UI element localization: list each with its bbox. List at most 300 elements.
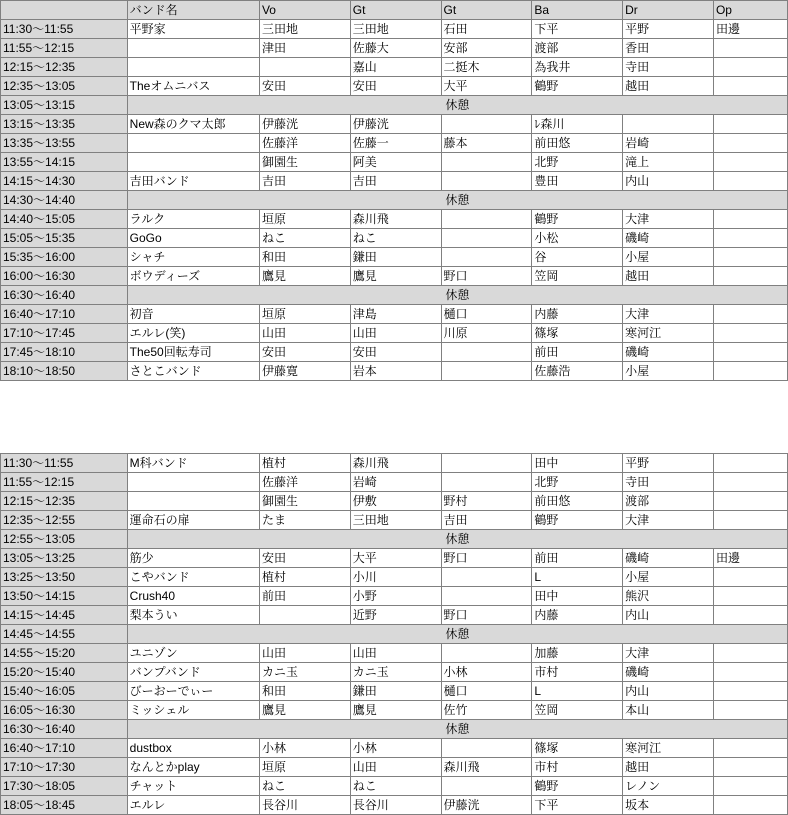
band-name-cell[interactable]: M科バンド <box>127 454 259 473</box>
operator-cell[interactable] <box>713 701 787 720</box>
guitar1-cell[interactable]: 山田 <box>350 758 441 777</box>
drums-cell[interactable]: 越田 <box>623 267 714 286</box>
guitar1-cell[interactable]: 佐藤一 <box>350 134 441 153</box>
bass-cell[interactable]: 下平 <box>532 796 623 815</box>
operator-cell[interactable] <box>713 777 787 796</box>
time-cell[interactable]: 16:40〜17:10 <box>1 739 128 758</box>
bass-cell[interactable]: L <box>532 568 623 587</box>
drums-cell[interactable]: 寺田 <box>623 58 714 77</box>
bass-cell[interactable]: 篠塚 <box>532 739 623 758</box>
drums-cell[interactable]: 平野 <box>623 454 714 473</box>
operator-cell[interactable] <box>713 210 787 229</box>
time-cell[interactable]: 16:40〜17:10 <box>1 305 128 324</box>
bass-cell[interactable]: 下平 <box>532 20 623 39</box>
table-row <box>1 134 788 153</box>
band-name-cell[interactable]: さとこバンド <box>127 362 259 381</box>
guitar1-cell[interactable]: 岩崎 <box>350 473 441 492</box>
guitar2-cell[interactable] <box>441 172 532 191</box>
guitar2-cell[interactable] <box>441 568 532 587</box>
table-row <box>1 343 788 362</box>
time-cell[interactable]: 17:45〜18:10 <box>1 343 128 362</box>
guitar1-cell[interactable]: 近野 <box>350 606 441 625</box>
guitar2-cell[interactable]: 二挺木 <box>441 58 532 77</box>
guitar1-cell[interactable]: 吉田 <box>350 172 441 191</box>
band-name-cell[interactable] <box>127 153 259 172</box>
blank-cell <box>127 435 259 453</box>
time-cell[interactable]: 15:40〜16:05 <box>1 682 128 701</box>
guitar2-cell[interactable]: 川原 <box>441 324 532 343</box>
operator-cell[interactable] <box>713 248 787 267</box>
time-cell[interactable]: 13:05〜13:25 <box>1 549 128 568</box>
time-cell[interactable]: 17:30〜18:05 <box>1 777 128 796</box>
vocal-cell[interactable]: 山田 <box>259 324 350 343</box>
vocal-cell[interactable] <box>259 58 350 77</box>
guitar1-cell[interactable]: 嘉山 <box>350 58 441 77</box>
drums-cell[interactable]: 磯崎 <box>623 663 714 682</box>
guitar2-cell[interactable]: 野口 <box>441 267 532 286</box>
guitar1-cell[interactable]: 小川 <box>350 568 441 587</box>
column-header-7[interactable]: Op <box>713 1 787 20</box>
time-cell[interactable]: 13:35〜13:55 <box>1 134 128 153</box>
guitar2-cell[interactable] <box>441 777 532 796</box>
guitar1-cell[interactable]: 鎌田 <box>350 682 441 701</box>
vocal-cell[interactable] <box>259 606 350 625</box>
break-label-cell[interactable]: 休憩 <box>127 530 787 549</box>
table-row <box>1 663 788 682</box>
break-label-cell[interactable]: 休憩 <box>127 720 787 739</box>
operator-cell[interactable] <box>713 663 787 682</box>
operator-cell[interactable] <box>713 739 787 758</box>
guitar1-cell[interactable]: 伊敷 <box>350 492 441 511</box>
bass-cell[interactable]: 北野 <box>532 153 623 172</box>
time-cell[interactable]: 12:15〜12:35 <box>1 58 128 77</box>
band-name-cell[interactable] <box>127 134 259 153</box>
band-name-cell[interactable] <box>127 473 259 492</box>
drums-cell[interactable]: 内山 <box>623 682 714 701</box>
table-row <box>1 172 788 191</box>
table-row <box>1 324 788 343</box>
guitar1-cell[interactable]: 佐藤大 <box>350 39 441 58</box>
guitar2-cell[interactable]: 石田 <box>441 20 532 39</box>
operator-cell[interactable] <box>713 324 787 343</box>
vocal-cell[interactable]: ねこ <box>259 229 350 248</box>
guitar1-cell[interactable]: 三田地 <box>350 20 441 39</box>
band-name-cell[interactable]: Crush40 <box>127 587 259 606</box>
band-name-cell[interactable] <box>127 39 259 58</box>
table-row <box>1 549 788 568</box>
guitar1-cell[interactable]: 安田 <box>350 343 441 362</box>
drums-cell[interactable]: 小屋 <box>623 568 714 587</box>
drums-cell[interactable]: 小屋 <box>623 362 714 381</box>
guitar2-cell[interactable] <box>441 153 532 172</box>
break-label-cell[interactable]: 休憩 <box>127 286 787 305</box>
column-header-0[interactable] <box>1 1 128 20</box>
guitar2-cell[interactable]: 小林 <box>441 663 532 682</box>
band-name-cell[interactable]: 運命石の扉 <box>127 511 259 530</box>
operator-cell[interactable] <box>713 115 787 134</box>
band-name-cell[interactable]: The50回転寿司 <box>127 343 259 362</box>
column-header-3[interactable]: Gt <box>350 1 441 20</box>
bass-cell[interactable]: 鶴野 <box>532 210 623 229</box>
vocal-cell[interactable]: 和田 <box>259 248 350 267</box>
band-name-cell[interactable]: エルレ(笑) <box>127 324 259 343</box>
vocal-cell[interactable]: 鷹見 <box>259 701 350 720</box>
operator-cell[interactable] <box>713 267 787 286</box>
column-header-5[interactable]: Ba <box>532 1 623 20</box>
guitar2-cell[interactable] <box>441 343 532 362</box>
drums-cell[interactable]: 本山 <box>623 701 714 720</box>
operator-cell[interactable] <box>713 77 787 96</box>
guitar2-cell[interactable] <box>441 473 532 492</box>
vocal-cell[interactable]: 植村 <box>259 568 350 587</box>
guitar1-cell[interactable]: 三田地 <box>350 511 441 530</box>
guitar2-cell[interactable]: 野口 <box>441 549 532 568</box>
operator-cell[interactable]: 田邊 <box>713 549 787 568</box>
column-header-6[interactable]: Dr <box>623 1 714 20</box>
band-name-cell[interactable]: 吉田バンド <box>127 172 259 191</box>
band-name-cell[interactable]: ボウディーズ <box>127 267 259 286</box>
vocal-cell[interactable]: 三田地 <box>259 20 350 39</box>
bass-cell[interactable]: L <box>532 682 623 701</box>
band-name-cell[interactable]: dustbox <box>127 739 259 758</box>
time-cell[interactable]: 11:55〜12:15 <box>1 39 128 58</box>
time-cell[interactable]: 18:10〜18:50 <box>1 362 128 381</box>
bass-cell[interactable]: 鶴野 <box>532 511 623 530</box>
guitar2-cell[interactable]: 野村 <box>441 492 532 511</box>
guitar2-cell[interactable]: 大平 <box>441 77 532 96</box>
guitar2-cell[interactable]: 安部 <box>441 39 532 58</box>
time-cell[interactable]: 16:00〜16:30 <box>1 267 128 286</box>
bass-cell[interactable]: 小松 <box>532 229 623 248</box>
bass-cell[interactable]: 田中 <box>532 454 623 473</box>
guitar1-cell[interactable]: 長谷川 <box>350 796 441 815</box>
operator-cell[interactable] <box>713 606 787 625</box>
table-row <box>1 248 788 267</box>
time-cell[interactable]: 11:55〜12:15 <box>1 473 128 492</box>
time-cell[interactable]: 16:30〜16:40 <box>1 720 128 739</box>
guitar2-cell[interactable]: 吉田 <box>441 511 532 530</box>
operator-cell[interactable] <box>713 454 787 473</box>
column-header-2[interactable]: Vo <box>259 1 350 20</box>
vocal-cell[interactable]: 伊藤洸 <box>259 115 350 134</box>
bass-cell[interactable]: 市村 <box>532 758 623 777</box>
time-cell[interactable]: 18:05〜18:45 <box>1 796 128 815</box>
time-cell[interactable]: 17:10〜17:30 <box>1 758 128 777</box>
operator-cell[interactable] <box>713 473 787 492</box>
drums-cell[interactable]: 越田 <box>623 77 714 96</box>
band-name-cell[interactable]: シャチ <box>127 248 259 267</box>
guitar1-cell[interactable]: 津島 <box>350 305 441 324</box>
time-cell[interactable]: 14:15〜14:45 <box>1 606 128 625</box>
column-header-1[interactable]: バンド名 <box>127 1 259 20</box>
time-cell[interactable]: 11:30〜11:55 <box>1 20 128 39</box>
vocal-cell[interactable]: 垣原 <box>259 210 350 229</box>
operator-cell[interactable] <box>713 587 787 606</box>
vocal-cell[interactable]: 長谷川 <box>259 796 350 815</box>
time-cell[interactable]: 13:25〜13:50 <box>1 568 128 587</box>
guitar2-cell[interactable]: 佐竹 <box>441 701 532 720</box>
band-name-cell[interactable]: ミッシェル <box>127 701 259 720</box>
bass-cell[interactable]: 加藤 <box>532 644 623 663</box>
vocal-cell[interactable]: 御園生 <box>259 153 350 172</box>
guitar1-cell[interactable]: 山田 <box>350 324 441 343</box>
bass-cell[interactable]: 篠塚 <box>532 324 623 343</box>
operator-cell[interactable] <box>713 153 787 172</box>
table-header-row <box>1 1 788 20</box>
guitar1-cell[interactable]: カニ玉 <box>350 663 441 682</box>
drums-cell[interactable]: 岩崎 <box>623 134 714 153</box>
bass-cell[interactable]: 笠岡 <box>532 701 623 720</box>
vocal-cell[interactable]: たま <box>259 511 350 530</box>
operator-cell[interactable] <box>713 492 787 511</box>
drums-cell[interactable]: 寒河江 <box>623 739 714 758</box>
break-label-cell[interactable]: 休憩 <box>127 625 787 644</box>
drums-cell[interactable]: 越田 <box>623 758 714 777</box>
vocal-cell[interactable]: 御園生 <box>259 492 350 511</box>
band-name-cell[interactable]: 筋少 <box>127 549 259 568</box>
operator-cell[interactable] <box>713 172 787 191</box>
band-name-cell[interactable]: チャット <box>127 777 259 796</box>
operator-cell[interactable]: 田邊 <box>713 20 787 39</box>
time-cell[interactable]: 12:35〜13:05 <box>1 77 128 96</box>
vocal-cell[interactable]: 和田 <box>259 682 350 701</box>
drums-cell[interactable]: 内山 <box>623 606 714 625</box>
column-header-4[interactable]: Gt <box>441 1 532 20</box>
drums-cell[interactable]: 磯崎 <box>623 549 714 568</box>
guitar2-cell[interactable]: 樋口 <box>441 305 532 324</box>
table-row <box>1 20 788 39</box>
drums-cell[interactable]: 大津 <box>623 644 714 663</box>
bass-cell[interactable]: 北野 <box>532 473 623 492</box>
band-name-cell[interactable]: びーおーでぃー <box>127 682 259 701</box>
time-cell[interactable]: 17:10〜17:45 <box>1 324 128 343</box>
operator-cell[interactable] <box>713 511 787 530</box>
guitar2-cell[interactable]: 樋口 <box>441 682 532 701</box>
time-cell[interactable]: 15:35〜16:00 <box>1 248 128 267</box>
guitar1-cell[interactable]: 鷹見 <box>350 267 441 286</box>
band-name-cell[interactable]: ラルク <box>127 210 259 229</box>
operator-cell[interactable] <box>713 644 787 663</box>
bass-cell[interactable]: 田中 <box>532 587 623 606</box>
guitar1-cell[interactable]: 森川飛 <box>350 454 441 473</box>
vocal-cell[interactable]: 安田 <box>259 343 350 362</box>
vocal-cell[interactable]: 吉田 <box>259 172 350 191</box>
blank-cell <box>259 381 350 399</box>
drums-cell[interactable]: 磯崎 <box>623 343 714 362</box>
time-cell[interactable]: 13:50〜14:15 <box>1 587 128 606</box>
guitar2-cell[interactable] <box>441 644 532 663</box>
bass-cell[interactable]: 佐藤浩 <box>532 362 623 381</box>
bass-cell[interactable]: 前田 <box>532 549 623 568</box>
guitar2-cell[interactable]: 伊藤洸 <box>441 796 532 815</box>
vocal-cell[interactable]: 津田 <box>259 39 350 58</box>
break-label-cell[interactable]: 休憩 <box>127 96 787 115</box>
guitar1-cell[interactable]: 伊藤洸 <box>350 115 441 134</box>
time-cell[interactable]: 14:15〜14:30 <box>1 172 128 191</box>
guitar1-cell[interactable]: 岩本 <box>350 362 441 381</box>
guitar2-cell[interactable]: 野口 <box>441 606 532 625</box>
drums-cell[interactable]: 寺田 <box>623 473 714 492</box>
vocal-cell[interactable]: 佐藤洋 <box>259 134 350 153</box>
operator-cell[interactable] <box>713 229 787 248</box>
time-cell[interactable]: 12:55〜13:05 <box>1 530 128 549</box>
drums-cell[interactable]: 滝上 <box>623 153 714 172</box>
vocal-cell[interactable]: 垣原 <box>259 305 350 324</box>
drums-cell[interactable]: 大津 <box>623 305 714 324</box>
time-cell[interactable]: 13:55〜14:15 <box>1 153 128 172</box>
drums-cell[interactable]: 小屋 <box>623 248 714 267</box>
band-name-cell[interactable] <box>127 58 259 77</box>
drums-cell[interactable]: 熊沢 <box>623 587 714 606</box>
blank-cell <box>623 435 714 453</box>
vocal-cell[interactable]: 鷹見 <box>259 267 350 286</box>
guitar2-cell[interactable] <box>441 454 532 473</box>
break-row <box>1 625 788 644</box>
bass-cell[interactable]: 為我井 <box>532 58 623 77</box>
band-name-cell[interactable]: 平野家 <box>127 20 259 39</box>
break-label-cell[interactable]: 休憩 <box>127 191 787 210</box>
bass-cell[interactable]: ﾚ森川 <box>532 115 623 134</box>
vocal-cell[interactable]: 小林 <box>259 739 350 758</box>
drums-cell[interactable]: 磯崎 <box>623 229 714 248</box>
vocal-cell[interactable]: 植村 <box>259 454 350 473</box>
blank-cell <box>350 399 441 417</box>
bass-cell[interactable]: 鶴野 <box>532 77 623 96</box>
band-name-cell[interactable]: なんとかplay <box>127 758 259 777</box>
drums-cell[interactable]: 香田 <box>623 39 714 58</box>
bass-cell[interactable]: 内藤 <box>532 606 623 625</box>
operator-cell[interactable] <box>713 343 787 362</box>
guitar1-cell[interactable]: ねこ <box>350 229 441 248</box>
guitar2-cell[interactable] <box>441 587 532 606</box>
table-row <box>1 587 788 606</box>
table-row <box>1 473 788 492</box>
time-cell[interactable]: 11:30〜11:55 <box>1 454 128 473</box>
drums-cell[interactable]: レノン <box>623 777 714 796</box>
operator-cell[interactable] <box>713 39 787 58</box>
vocal-cell[interactable]: カニ玉 <box>259 663 350 682</box>
guitar1-cell[interactable]: 森川飛 <box>350 210 441 229</box>
guitar2-cell[interactable]: 藤本 <box>441 134 532 153</box>
vocal-cell[interactable]: 安田 <box>259 77 350 96</box>
time-cell[interactable]: 14:55〜15:20 <box>1 644 128 663</box>
bass-cell[interactable]: 前田悠 <box>532 492 623 511</box>
operator-cell[interactable] <box>713 362 787 381</box>
operator-cell[interactable] <box>713 305 787 324</box>
drums-cell[interactable]: 平野 <box>623 20 714 39</box>
table-row <box>1 682 788 701</box>
band-name-cell[interactable]: GoGo <box>127 229 259 248</box>
time-cell[interactable]: 15:20〜15:40 <box>1 663 128 682</box>
bass-cell[interactable]: 渡部 <box>532 39 623 58</box>
time-cell[interactable]: 13:15〜13:35 <box>1 115 128 134</box>
time-cell[interactable]: 16:05〜16:30 <box>1 701 128 720</box>
drums-cell[interactable]: 内山 <box>623 172 714 191</box>
operator-cell[interactable] <box>713 568 787 587</box>
guitar2-cell[interactable] <box>441 362 532 381</box>
guitar1-cell[interactable]: 大平 <box>350 549 441 568</box>
blank-cell <box>623 381 714 399</box>
band-name-cell[interactable]: 梨本うい <box>127 606 259 625</box>
bass-cell[interactable]: 豊田 <box>532 172 623 191</box>
schedule-table-one <box>0 0 788 381</box>
drums-cell[interactable]: 坂本 <box>623 796 714 815</box>
bass-cell[interactable]: 前田 <box>532 343 623 362</box>
operator-cell[interactable] <box>713 58 787 77</box>
time-cell[interactable]: 15:05〜15:35 <box>1 229 128 248</box>
time-cell[interactable]: 16:30〜16:40 <box>1 286 128 305</box>
guitar1-cell[interactable]: 鎌田 <box>350 248 441 267</box>
drums-cell[interactable]: 大津 <box>623 511 714 530</box>
guitar2-cell[interactable]: 森川飛 <box>441 758 532 777</box>
time-cell[interactable]: 14:30〜14:40 <box>1 191 128 210</box>
vocal-cell[interactable]: 山田 <box>259 644 350 663</box>
operator-cell[interactable] <box>713 682 787 701</box>
guitar1-cell[interactable]: 阿美 <box>350 153 441 172</box>
guitar1-cell[interactable]: 小野 <box>350 587 441 606</box>
band-name-cell[interactable]: バンプバンド <box>127 663 259 682</box>
guitar2-cell[interactable] <box>441 739 532 758</box>
vocal-cell[interactable]: 佐藤洋 <box>259 473 350 492</box>
guitar1-cell[interactable]: ねこ <box>350 777 441 796</box>
time-cell[interactable]: 12:35〜12:55 <box>1 511 128 530</box>
bass-cell[interactable]: 鶴野 <box>532 777 623 796</box>
table-row <box>1 362 788 381</box>
guitar2-cell[interactable] <box>441 248 532 267</box>
guitar2-cell[interactable] <box>441 210 532 229</box>
guitar2-cell[interactable] <box>441 229 532 248</box>
time-cell[interactable]: 12:15〜12:35 <box>1 492 128 511</box>
blank-cell <box>127 417 259 435</box>
bass-cell[interactable]: 笠岡 <box>532 267 623 286</box>
bass-cell[interactable]: 市村 <box>532 663 623 682</box>
band-name-cell[interactable]: エルレ <box>127 796 259 815</box>
vocal-cell[interactable]: 前田 <box>259 587 350 606</box>
guitar1-cell[interactable]: 安田 <box>350 77 441 96</box>
band-name-cell[interactable] <box>127 492 259 511</box>
guitar1-cell[interactable]: 山田 <box>350 644 441 663</box>
bass-cell[interactable]: 谷 <box>532 248 623 267</box>
guitar1-cell[interactable]: 小林 <box>350 739 441 758</box>
time-cell[interactable]: 14:45〜14:55 <box>1 625 128 644</box>
drums-cell[interactable]: 大津 <box>623 210 714 229</box>
operator-cell[interactable] <box>713 134 787 153</box>
time-cell[interactable]: 14:40〜15:05 <box>1 210 128 229</box>
band-name-cell[interactable]: 初音 <box>127 305 259 324</box>
break-row <box>1 720 788 739</box>
vocal-cell[interactable]: 垣原 <box>259 758 350 777</box>
bass-cell[interactable]: 内藤 <box>532 305 623 324</box>
guitar2-cell[interactable] <box>441 115 532 134</box>
band-name-cell[interactable]: こやバンド <box>127 568 259 587</box>
band-name-cell[interactable]: New森のクマ太郎 <box>127 115 259 134</box>
vocal-cell[interactable]: ねこ <box>259 777 350 796</box>
band-name-cell[interactable]: Theオムニバス <box>127 77 259 96</box>
band-name-cell[interactable]: ユニゾン <box>127 644 259 663</box>
blank-cell <box>714 381 788 399</box>
time-cell[interactable]: 13:05〜13:15 <box>1 96 128 115</box>
operator-cell[interactable] <box>713 796 787 815</box>
guitar1-cell[interactable]: 鷹見 <box>350 701 441 720</box>
bass-cell[interactable]: 前田悠 <box>532 134 623 153</box>
table-one-body <box>1 1 788 381</box>
drums-cell[interactable]: 渡部 <box>623 492 714 511</box>
drums-cell[interactable] <box>623 115 714 134</box>
drums-cell[interactable]: 寒河江 <box>623 324 714 343</box>
table-row <box>1 454 788 473</box>
vocal-cell[interactable]: 伊藤寛 <box>259 362 350 381</box>
vocal-cell[interactable]: 安田 <box>259 549 350 568</box>
